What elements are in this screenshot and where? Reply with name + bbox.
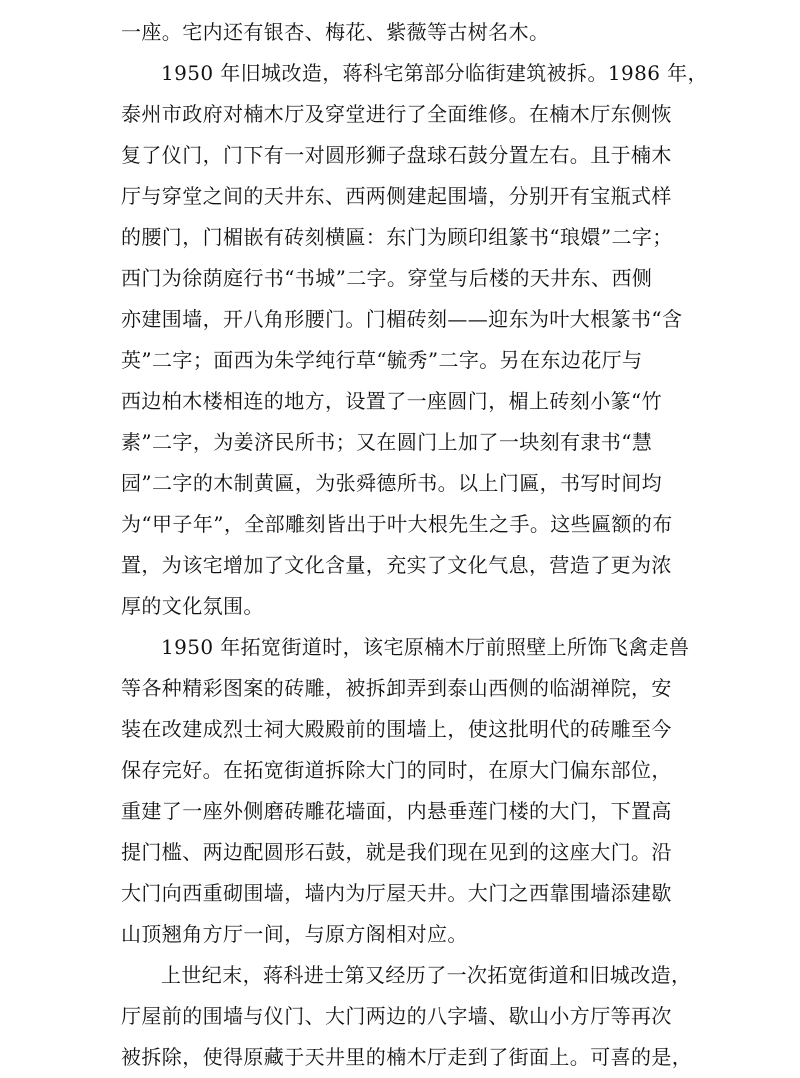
text-line: 保存完好。在拓宽街道拆除大门的同时，在原大门偏东部位， <box>121 758 672 782</box>
text-line: 装在改建成烈士祠大殿殿前的围墙上，使这批明代的砖雕至今 <box>121 717 672 741</box>
text-line: 重建了一座外侧磨砖雕花墙面，内悬垂莲门楼的大门，下置高 <box>121 799 672 823</box>
text-line: 西门为徐荫庭行书“书城”二字。穿堂与后楼的天井东、西侧 <box>121 266 653 290</box>
text-line: 素”二字，为姜济民所书；又在圆门上加了一块刻有隶书“慧 <box>121 430 653 454</box>
text-line: 被拆除，使得原藏于天井里的楠木厅走到了街面上。可喜的是， <box>121 1045 693 1069</box>
text-line: 厅屋前的围墙与仪门、大门两边的八字墙、歇山小方厅等再次 <box>121 1004 672 1028</box>
text-line: 置，为该宅增加了文化含量，充实了文化气息，营造了更为浓 <box>121 553 672 577</box>
text-line: 为“甲子年”，全部雕刻皆出于叶大根先生之手。这些匾额的布 <box>121 512 673 536</box>
text-line: 一座。宅内还有银杏、梅花、紫薇等古树名木。 <box>121 20 550 44</box>
text-line: 亦建围墙，开八角形腰门。门楣砖刻——迎东为叶大根篆书“含 <box>121 307 683 331</box>
text-line: 厅与穿堂之间的天井东、西两侧建起围墙，分别开有宝瓶式样 <box>121 184 672 208</box>
text-line: 等各种精彩图案的砖雕，被拆卸弄到泰山西侧的临湖禅院，安 <box>121 676 672 700</box>
body-text <box>121 12 708 1078</box>
text-line: 英”二字；面西为朱学纯行草“毓秀”二字。另在东边花厅与 <box>121 348 643 372</box>
text-line: 复了仪门，门下有一对圆形狮子盘球石鼓分置左右。且于楠木 <box>121 143 672 167</box>
text-line: 1950 年旧城改造，蒋科宅第部分临街建筑被拆。1986 年， <box>161 61 708 85</box>
text-line: 厚的文化氛围。 <box>121 594 264 618</box>
text-line: 的腰门，门楣嵌有砖刻横匾：东门为顾印组篆书“琅嬛”二字； <box>121 225 673 249</box>
text-line: 园”二字的木制黄匾，为张舜德所书。以上门匾，书写时间均 <box>121 471 663 495</box>
text-line: 山顶翘角方厅一间，与原方阁相对应。 <box>121 922 468 946</box>
text-line: 上世纪末，蒋科进士第又经历了一次拓宽街道和旧城改造， <box>161 963 692 987</box>
text-line: 1950 年拓宽街道时，该宅原楠木厅前照壁上所饰飞禽走兽 <box>161 635 690 659</box>
text-line: 泰州市政府对楠木厅及穿堂进行了全面维修。在楠木厅东侧恢 <box>121 102 672 126</box>
text-line: 提门槛、两边配圆形石鼓，就是我们现在见到的这座大门。沿 <box>121 840 672 864</box>
text-line: 西边柏木楼相连的地方，设置了一座圆门，楣上砖刻小篆“竹 <box>121 389 663 413</box>
text-line: 大门向西重砌围墙，墙内为厅屋天井。大门之西靠围墙添建歇 <box>121 881 672 905</box>
